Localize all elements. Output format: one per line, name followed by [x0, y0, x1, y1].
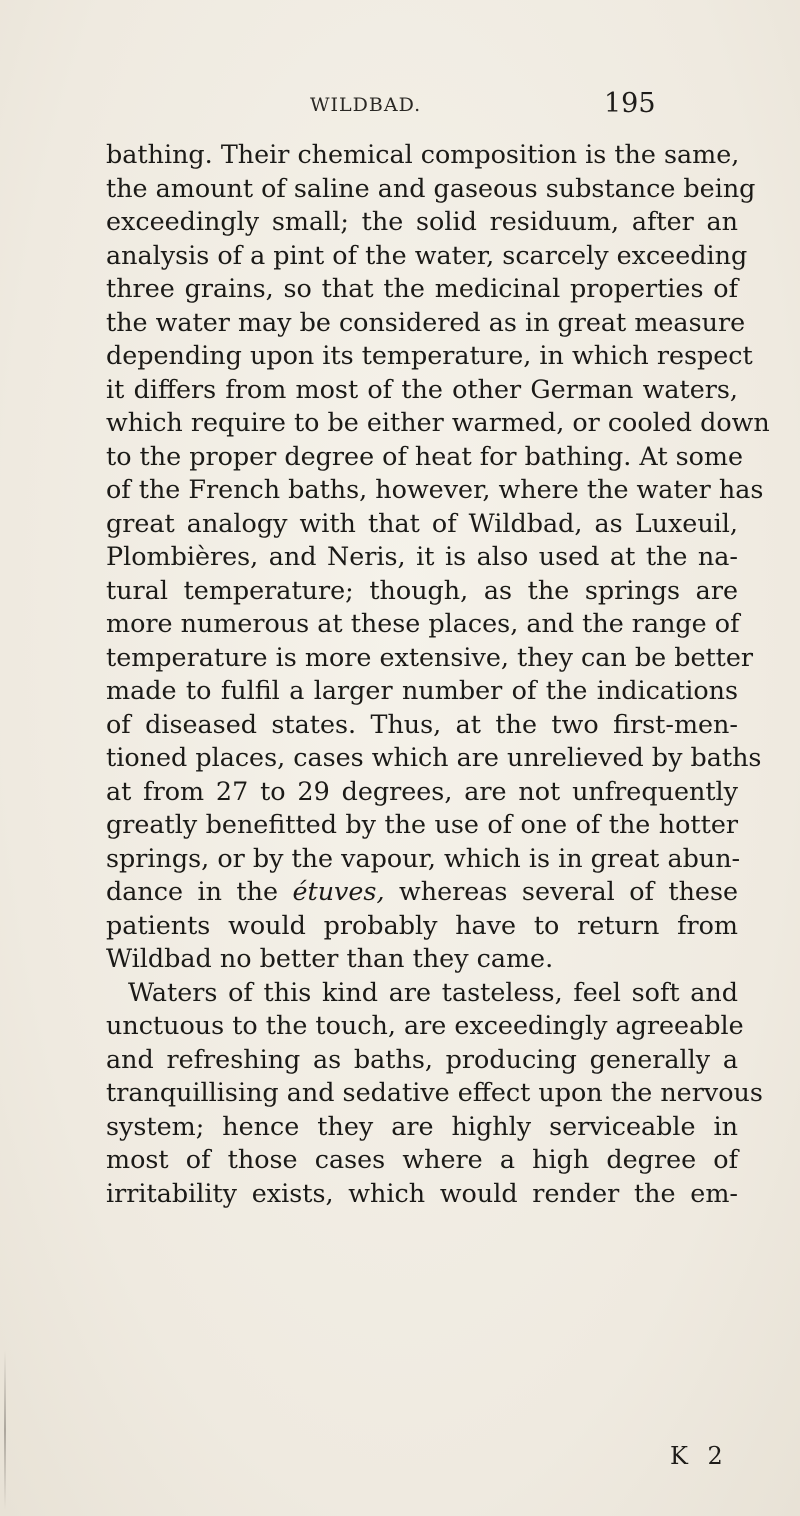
text-line: springs, or by the vapour, which is in great abun-	[106, 842, 741, 873]
text-segment: whereas several of these	[384, 876, 739, 906]
text-line: patients would probably have to return from	[106, 909, 738, 940]
text-line: depending upon its temperature, in which respect	[106, 340, 753, 370]
text-line: bathing. Their chemical composition is the same,	[106, 139, 740, 169]
body-text	[106, 138, 770, 1210]
binding-edge-shadow	[4, 1350, 6, 1510]
text-line: system; hence they are highly serviceable in	[106, 1110, 738, 1141]
text-line: tioned places, cases which are unrelieved by baths	[106, 742, 762, 772]
page-header	[0, 88, 800, 128]
text-line: and refreshing as baths, producing generally a	[106, 1043, 738, 1074]
signature-mark: K 2	[670, 1442, 729, 1470]
text-line: exceedingly small; the solid residuum, after an	[106, 206, 738, 236]
text-segment: dance in the	[106, 876, 293, 906]
text-line: of the French baths, however, where the water has	[106, 474, 764, 504]
text-line: analysis of a pint of the water, scarcely exceeding	[106, 239, 748, 270]
text-line: unctuous to the touch, are exceedingly agreeable	[106, 1010, 744, 1040]
text-line: three grains, so that the medicinal properties of	[106, 273, 738, 303]
text-line: tural temperature; though, as the springs are	[106, 574, 738, 605]
page-number: 195	[604, 88, 656, 119]
text-line: the amount of saline and gaseous substance being	[106, 172, 756, 203]
text-line: irritability exists, which would render the em-	[106, 1177, 738, 1208]
text-line: most of those cases where a high degree of	[106, 1144, 738, 1174]
text-line: tranquillising and sedative effect upon the nervous	[106, 1077, 763, 1107]
text-line: greatly benefitted by the use of one of the hotter	[106, 809, 738, 839]
text-line: made to fulfil a larger number of the indications	[106, 675, 738, 705]
text-line: great analogy with that of Wildbad, as Luxeuil,	[106, 507, 738, 538]
text-line: to the proper degree of heat for bathing. At some	[106, 440, 744, 471]
text-line: it differs from most of the other German waters,	[106, 373, 738, 404]
text-line: temperature is more extensive, they can be better	[106, 641, 754, 672]
italic-term: étuves,	[292, 876, 385, 906]
text-line: at from 27 to 29 degrees, are not unfrequently	[106, 775, 738, 806]
paragraph-end-line: Wildbad no better than they came.	[106, 943, 554, 973]
running-head: WILDBAD.	[310, 94, 422, 116]
text-line: Plombières, and Neris, it is also used at the na-	[106, 541, 738, 571]
text-line: of diseased states. Thus, at the two first-men-	[106, 708, 738, 739]
text-line-with-italic	[106, 875, 738, 909]
text-line: more numerous at these places, and the range of	[106, 608, 740, 638]
paragraph-start-line: Waters of this kind are tasteless, feel soft and	[128, 976, 738, 1007]
text-line: the water may be considered as in great measure	[106, 306, 746, 337]
text-line: which require to be either warmed, or cooled down	[106, 407, 770, 437]
